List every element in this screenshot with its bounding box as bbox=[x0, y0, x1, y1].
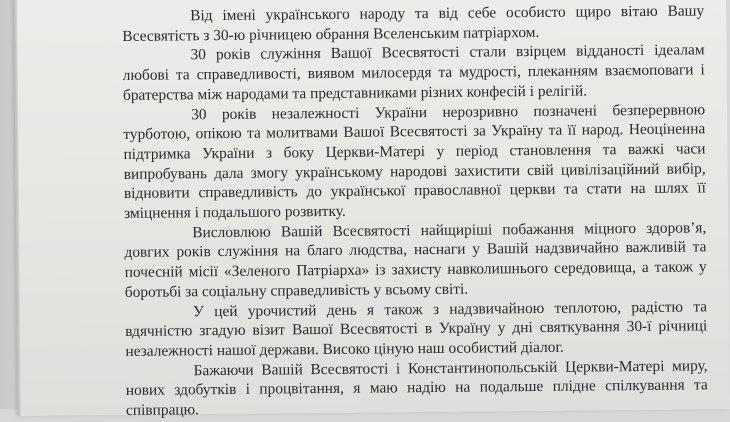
paragraph-visit: У цей урочистий день я також з надзвичайною теплотою, радістю та вдячністю згадую візит Вашої Всесвятості в Україну у дні святкування 30-ї річниці незалежності нашої держави. Високо ціную наш особистий діалог. bbox=[125, 297, 708, 360]
paragraph-greeting: Від імені українського народу та від себе особисто щиро вітаю Вашу Всесвятість з 30-ю річницею обрання Вселенським патріархом. bbox=[122, 2, 705, 45]
paragraph-closing: Бажаючи Вашій Всесвятості і Константинопольській Церкви-Матері миру, нових здобутків і процвітання, я маю надію на подальше плідне спілкування та співпрацю. bbox=[125, 357, 708, 420]
paragraph-wishes: Висловлюю Вашій Всесвятості найщиріші побажання міцного здоров’я, довгих років служіння на благо людства, наснаги у Вашій надзвичайно важливій та почесній місії «Зеленого Патріарха» із захисту навколишнього середовища, а також у боротьбі за соціальну справедливість у всьому світі. bbox=[124, 219, 707, 301]
paper-sheet bbox=[14, 0, 730, 420]
paragraph-service: 30 років служіння Вашої Всесвятості стали взірцем відданості ідеалам любові та справедливості, виявом милосердя та мудрості, плеканням взаємоповаги і братерства між народами та представниками різних конфесій і релігій. bbox=[122, 41, 705, 104]
letter-body bbox=[122, 0, 708, 421]
paper-edge bbox=[14, 0, 21, 416]
paragraph-independence: 30 років незалежності України нерозривно позначені безперервною турботою, опікою та молитвами Вашої Всесвятості за Україну та її народ. Неоціненна підтримка України з боку Церкви-Матері у період становлення та важкі часи випробувань дала змогу українському народові захистити свій цивілізаційний вибір, відновити справедливість до української православної церкви та стати на шлях її зміцнення і подальшого розвитку. bbox=[123, 100, 706, 222]
